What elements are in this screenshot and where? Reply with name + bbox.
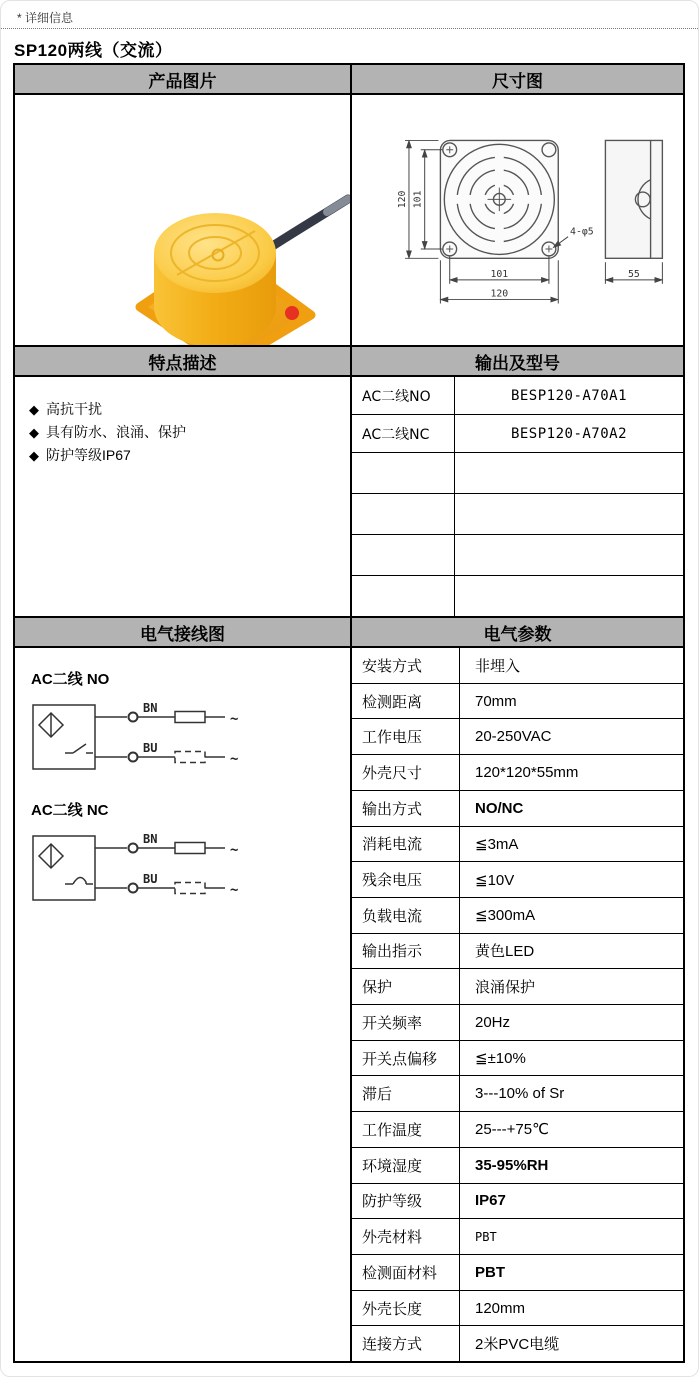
param-row-value: NO/NC [475,799,524,817]
param-row [352,1148,683,1184]
param-row-value: 2米PVC电缆 [475,1336,560,1354]
param-row-value: 3---10% of Sr [475,1085,565,1103]
param-row-label: 外壳尺寸 [352,755,460,790]
param-row [352,934,683,970]
param-row-label: 输出方式 [352,791,460,826]
dim-width-holes: 101 [490,268,509,280]
feature-item [29,444,342,467]
feature-item [29,398,342,421]
model-row-label: AC二线NO [352,377,455,414]
header-output-models: 输出及型号 [350,345,683,377]
header-electrical-params: 电气参数 [350,616,683,648]
param-row-value: ≦10V [475,871,515,889]
param-row [352,1112,683,1148]
param-row-label: 输出指示 [352,934,460,969]
ac-mark: ~ [230,842,239,858]
feature-text: 具有防水、浪涌、保护 [46,424,186,440]
param-row-value: 35-95%RH [475,1156,549,1174]
param-row [352,1041,683,1077]
param-row-value: 20Hz [475,1013,511,1031]
model-row-value: BESP120-A70A1 [510,387,628,404]
param-row [352,1005,683,1041]
param-row-label: 外壳材料 [352,1219,460,1254]
wire-label-bn: BN [143,832,158,846]
param-row-label: 开关频率 [352,1005,460,1040]
wiring-diagram-no [27,691,347,793]
param-row-label: 开关点偏移 [352,1041,460,1076]
param-row [352,755,683,791]
header-product-image: 产品图片 [15,65,350,95]
param-row-value: ≦300mA [475,907,536,925]
param-row-label: 负载电流 [352,898,460,933]
param-row-value: 黄色LED [475,943,535,961]
diamond-bullet-icon: ◆ [29,402,39,417]
param-row-label: 安装方式 [352,648,460,683]
model-row [352,377,683,415]
spec-table [13,63,685,1363]
output-models-cell [350,377,683,616]
param-row-value: 浪涌保护 [475,979,536,997]
param-row-value: PBT [475,1229,497,1244]
feature-text: 高抗干扰 [46,401,102,417]
model-row-value [455,576,683,616]
product-photo-cell [15,95,350,345]
breadcrumb: * 详细信息 [1,1,698,29]
header-dimension: 尺寸图 [350,65,683,95]
ac-mark: ~ [230,882,239,898]
param-row [352,648,683,684]
param-row [352,719,683,755]
param-row [352,1184,683,1220]
param-row [352,1255,683,1291]
param-row [352,684,683,720]
dimension-drawing [352,95,683,345]
param-row-label: 连接方式 [352,1326,460,1361]
model-row-label: AC二线NC [352,415,455,452]
dim-depth: 55 [627,268,640,280]
model-row-label [352,453,455,493]
wire-label-bu: BU [143,741,158,755]
param-row [352,862,683,898]
wire-label-bn: BN [143,701,158,715]
model-row-value [455,453,683,493]
wiring-title-nc: AC二线 NC [31,802,109,819]
param-row-value: 120*120*55mm [475,763,579,781]
param-row-label: 环境湿度 [352,1148,460,1183]
wiring-cell [15,648,350,1361]
param-row-value: ≦3mA [475,835,519,853]
model-row [352,535,683,576]
feature-text: 防护等级IP67 [46,447,131,463]
dim-height-outer: 120 [397,190,409,209]
diamond-bullet-icon: ◆ [29,448,39,463]
param-row [352,827,683,863]
header-features: 特点描述 [15,345,350,377]
wiring-diagram-nc [27,822,347,924]
param-row-label: 滞后 [352,1076,460,1111]
model-row-value [455,494,683,534]
ac-mark: ~ [230,711,239,727]
page-title: SP120两线（交流） [14,41,173,60]
output-models-table [352,377,683,616]
dimension-drawing-cell [350,95,683,345]
param-row [352,1326,683,1361]
model-row-label [352,535,455,575]
model-row [352,494,683,535]
feature-item [29,421,342,444]
param-row [352,898,683,934]
wiring-title-no: AC二线 NO [31,671,110,688]
param-row-label: 消耗电流 [352,827,460,862]
electrical-params-table [352,648,683,1361]
param-row-value: IP67 [475,1192,506,1210]
model-row-label [352,576,455,616]
param-row-label: 工作电压 [352,719,460,754]
ac-mark: ~ [230,751,239,767]
header-wiring: 电气接线图 [15,616,350,648]
param-row-label: 工作温度 [352,1112,460,1147]
param-row [352,1076,683,1112]
param-row-label: 检测面材料 [352,1255,460,1290]
param-row-label: 保护 [352,969,460,1004]
param-row [352,969,683,1005]
param-row [352,1219,683,1255]
param-row-value: PBT [475,1263,505,1281]
param-row-value: ≦±10% [475,1050,526,1068]
dim-width-outer: 120 [490,288,509,300]
model-row [352,453,683,494]
param-row-value: 70mm [475,692,517,710]
param-row-label: 外壳长度 [352,1291,460,1326]
param-row-value: 非埋入 [475,657,521,675]
param-row [352,791,683,827]
param-row [352,1291,683,1327]
param-row-value: 25---+75℃ [475,1121,549,1139]
dim-height-holes: 101 [412,190,424,209]
param-row-label: 检测距离 [352,684,460,719]
mount-hole-dot [285,306,299,320]
model-row-label [352,494,455,534]
product-photo [15,95,350,345]
electrical-params-cell [350,648,683,1361]
model-row-value [455,535,683,575]
model-row [352,576,683,616]
model-row [352,415,683,453]
model-row-value: BESP120-A70A2 [510,425,628,442]
features-cell [15,377,350,616]
param-row-value: 120mm [475,1299,526,1317]
param-row-label: 防护等级 [352,1184,460,1219]
wire-label-bu: BU [143,872,158,886]
param-row-value: 20-250VAC [475,728,552,746]
diamond-bullet-icon: ◆ [29,425,39,440]
dim-holes-label: 4-φ5 [570,226,594,238]
param-row-label: 残余电压 [352,862,460,897]
